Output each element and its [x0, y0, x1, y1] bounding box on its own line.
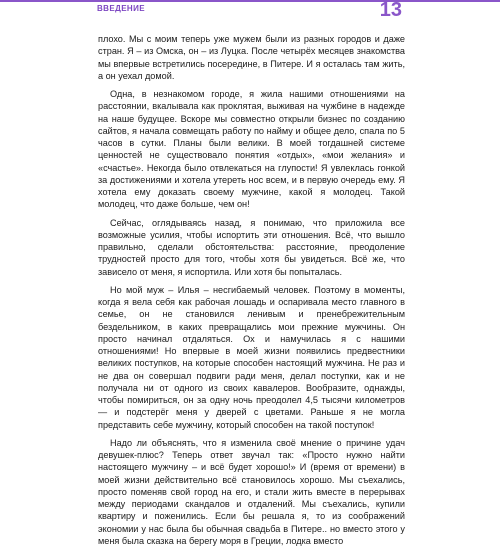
section-title: ВВЕДЕНИЕ: [97, 4, 145, 13]
paragraph: Но мой муж – Илья – несгибаемый человек. Поэтому в моменты, когда я вела себя как рабочая лошадь и оспаривала место главного в семье, он не становился ленивым и пренебрежительным бездельником, в каких превращались мои прежние мужчины. Он просто начинал отдаляться. Ох и намучилась я с нашими отношениями! Но впервые в моей жизни появились предвестники великих поступков, на которые способен настоящий мужчина. Не раз и не два он совершал подвиги ради меня, делал поступки, как и не получала ни от одного из своих кавалеров. Вообразите, однажды, чтобы помириться, он за одну ночь преодолел 4,5 тысячи километров — и подстерёг меня у дверей с цветами. Раньше я не могла представить себе мужчину, который способен на такой поступок!: [98, 284, 405, 430]
page-number: 13: [379, 0, 402, 21]
paragraph: Сейчас, оглядываясь назад, я понимаю, что приложила все возможные усилия, чтобы испортить эти отношения. Всё, что вышло правильно, сделали обстоятельства: расстояние, преодоление трудностей просто для того, чтобы хотя бы увидеться. Всё же, что зависело от меня, я испортила. Или хотя бы попыталась.: [98, 217, 405, 277]
paragraph: плохо. Мы с моим теперь уже мужем были из разных городов и даже стран. Я – из Омска, он – из Луцка. После четырёх месяцев знакомства мы впервые встретились посередине, в Питере. И я осталась там жить, а он уехал домой.: [98, 34, 405, 81]
paragraph: Надо ли объяснять, что я изменила своё мнение о причине удач девушек-плюс? Теперь ответ звучал так: «Просто нужно найти настоящего мужчину – и всё будет хорошо!» И (время от времени) в моей жизни действительно всё становилось хорошо. Мы съехались, просто поменяв свой город на его, и стали жить вместе в перерывах между периодами скандалов и отдалений. Мы съехались, купили квартиру и поженились. Если бы решала я, то из соображений экономии у нас была бы обычная свадьба в Питере.. но вместо этого у меня была сказка на берегу моря в Греции, лодка вместо: [98, 437, 405, 546]
paragraph: Одна, в незнакомом городе, я жила нашими отношениями на расстоянии, вкалывала как проклятая, выживая на чужбине в надежде на наше будущее. Вскоре мы совместно открыли бизнес по созданию сайтов, я начала совмещать работу по найму и общее дело, спала по 5 часов в сутки. Планы были велики. В моей тогдашней системе ценностей не существовало понятия «отдых», «мои желания» и «счастье». Некогда было отвлекаться на глупости! Я увлеклась гонкой за достижениями и хотела утереть нос всем, и в первую очередь ему. Я хотела ему доказать своему мужчине, какой я молодец. Такой молодец, что даже больше, чем он!: [98, 89, 405, 210]
header-accent-bar: [0, 0, 500, 2]
body-text: [98, 33, 405, 553]
page-header: [0, 0, 500, 28]
